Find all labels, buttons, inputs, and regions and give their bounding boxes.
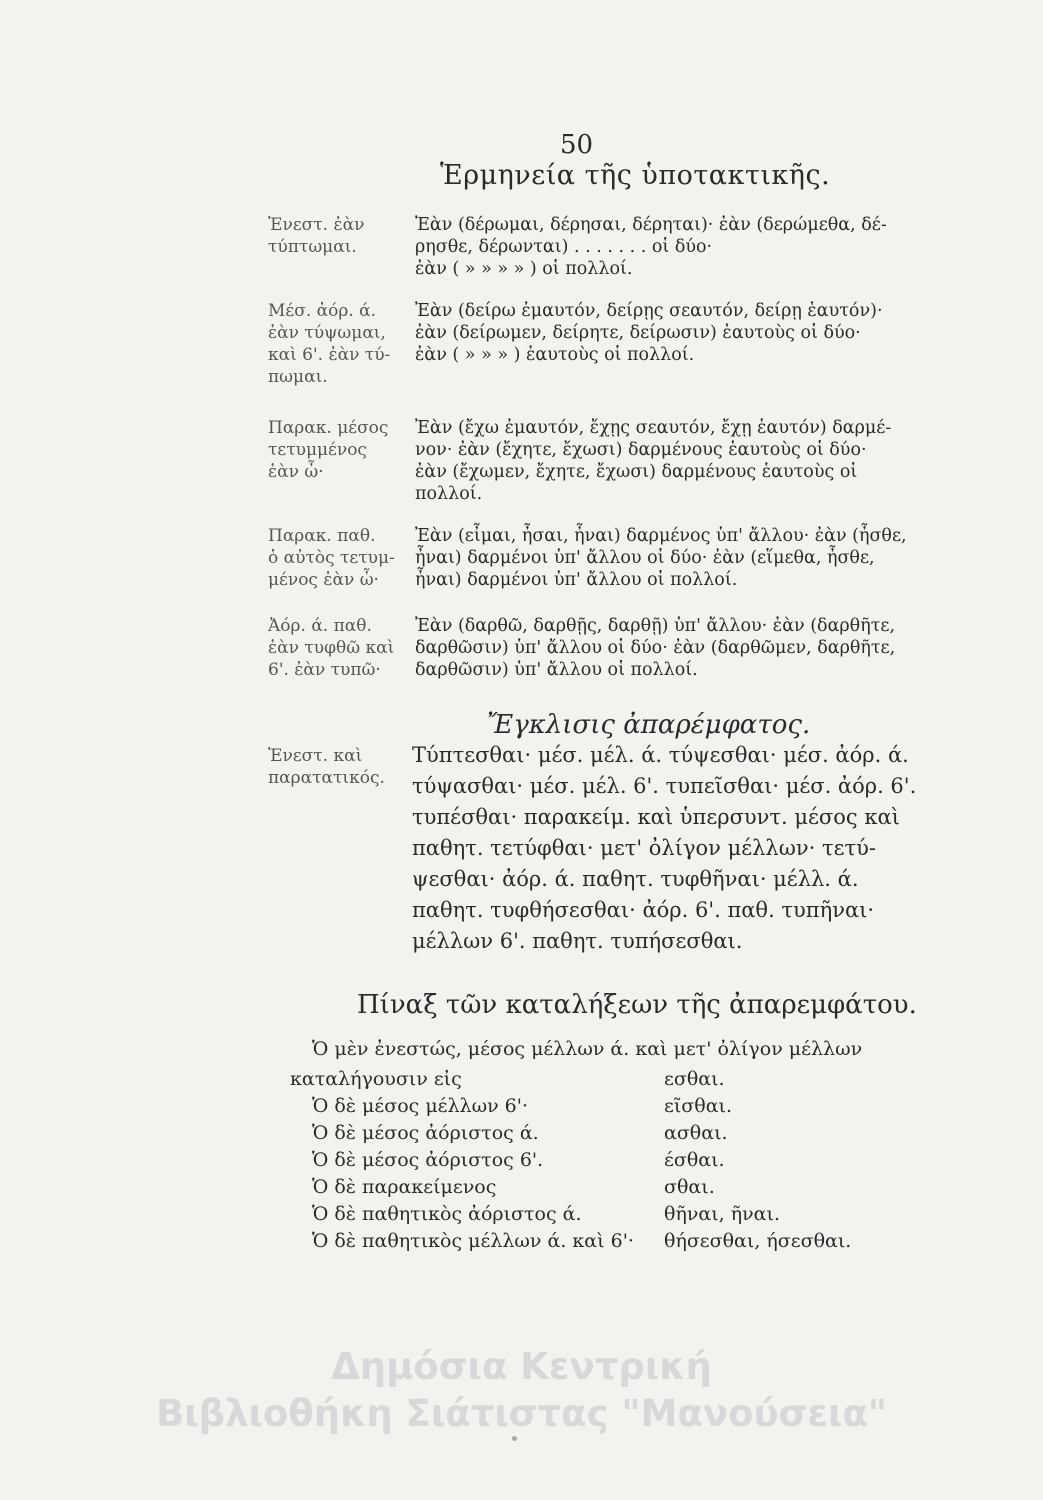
note-line: Ἐνεστ. καὶ (268, 746, 363, 766)
text-line: τύψασθαι· μέσ. μέλ. 6'. τυπεῖσθαι· μέσ. ἀόρ. 6'. (412, 774, 917, 798)
table-row (290, 1149, 940, 1176)
text-line: τυπέσθαι· παρακείμ. καὶ ὑπερσυντ. μέσος καὶ (412, 805, 900, 829)
note-line: καὶ 6'. ἐὰν τύ- (268, 345, 391, 365)
row-label: Ὁ δὲ μέσος ἀόριστος 6'. (312, 1149, 544, 1171)
row-label: καταλήγουσιν εἰς (290, 1068, 462, 1090)
note-line: Ἀόρ. ά. παθ. (268, 616, 372, 636)
text-line: Ἐὰν (δείρω ἐμαυτόν, δείρῃς σεαυτόν, δείρῃ ἑαυτόν)· (415, 301, 883, 321)
text-line: μέλλων 6'. παθητ. τυπήσεσθαι. (412, 929, 743, 953)
table-row (290, 1095, 940, 1122)
heading-subjunctive: Ἑρμηνεία τῆς ὑποτακτικῆς. (440, 160, 831, 191)
table-intro-text: Ὁ μὲν ἐνεστώς, μέσος μέλλων ά. καὶ μετ' ὀλίγον μέλλων (312, 1038, 863, 1060)
table-row (290, 1203, 940, 1230)
library-watermark-line2: Βιβλιοθήκη Σιάτιστας "Μανούσεια" (155, 1392, 888, 1435)
text-line: παθητ. τετύφθαι· μετ' ὀλίγον μέλλων· τετύ- (412, 836, 876, 860)
text-line: ψεσθαι· ἀόρ. ά. παθητ. τυφθῆναι· μέλλ. ά. (412, 867, 859, 891)
row-label: Ὁ δὲ μέσος μέλλων 6'· (312, 1095, 529, 1117)
margin-note (268, 214, 416, 258)
text-line: ἐὰν (δείρωμεν, δείρητε, δείρωσιν) ἑαυτοὺς οἱ δύο· (415, 323, 861, 343)
paragraph (415, 615, 935, 681)
note-line: Μέσ. ἀόρ. ά. (268, 301, 377, 321)
note-line: Ἐνεστ. ἐὰν (268, 215, 365, 235)
note-line: πωμαι. (268, 367, 328, 387)
endings-table (290, 1038, 940, 1257)
margin-note (268, 300, 416, 388)
row-ending: θῆναι, ῆναι. (664, 1203, 780, 1225)
note-line: παρατατικός. (268, 768, 385, 788)
row-ending: έσθαι. (664, 1149, 725, 1171)
note-line: Παρακ. παθ. (268, 526, 376, 546)
text-line: πολλοί. (415, 484, 483, 504)
margin-note (268, 525, 416, 591)
text-line: ἦναι) δαρμένοι ὑπ' ἄλλου οἱ πολλοί. (415, 570, 738, 590)
row-ending: εσθαι. (664, 1068, 725, 1090)
ink-spot (512, 1436, 517, 1441)
text-line: Ἐὰν (εἶμαι, ἦσαι, ἦναι) δαρμένος ὑπ' ἄλλου· ἐὰν (ἦσθε, (415, 526, 907, 546)
table-intro-line (290, 1038, 940, 1068)
text-line: ἦναι) δαρμένοι ὑπ' ἄλλου οἱ δύο· ἐὰν (εἵμεθα, ἦσθε, (415, 548, 875, 568)
table-row (290, 1176, 940, 1203)
row-label: Ὁ δὲ παρακείμενος (312, 1176, 497, 1198)
row-ending: εῖσθαι. (664, 1095, 733, 1117)
text-line: Ἐὰν (ἔχω ἐμαυτόν, ἔχῃς σεαυτόν, ἔχῃ ἑαυτόν) δαρμέ- (415, 418, 892, 438)
text-line: Τύπτεσθαι· μέσ. μέλ. ά. τύψεσθαι· μέσ. ἀόρ. ά. (412, 743, 909, 767)
row-label: Ὁ δὲ παθητικὸς ἀόριστος ά. (312, 1203, 582, 1225)
note-line: Παρακ. μέσος (268, 418, 389, 438)
text-line: Ἐὰν (δαρθῶ, δαρθῇς, δαρθῇ) ὑπ' ἄλλου· ἐὰν (δαρθῆτε, (415, 616, 896, 636)
margin-note (268, 615, 416, 681)
paragraph (415, 525, 935, 591)
note-line: μένος ἐὰν ὦ· (268, 570, 379, 590)
text-line: ἐὰν ( » » » ) ἑαυτοὺς οἱ πολλοί. (415, 345, 695, 365)
text-line: δαρθῶσιν) ὑπ' ἄλλου οἱ πολλοί. (415, 660, 698, 680)
paragraph (415, 300, 935, 366)
row-ending: θήσεσθαι, ήσεσθαι. (664, 1230, 852, 1252)
paragraph (415, 417, 935, 505)
heading-infinitive: Ἔγκλισις ἀπαρέμφατος. (487, 710, 811, 740)
text-line: ἐὰν ( » » » » ) οἱ πολλοί. (415, 259, 633, 279)
table-row (290, 1230, 940, 1257)
heading-table: Πίναξ τῶν καταλήξεων τῆς ἀπαρεμφάτου. (357, 990, 917, 1020)
row-ending: ασθαι. (664, 1122, 728, 1144)
row-ending: σθαι. (664, 1176, 715, 1198)
row-label: Ὁ δὲ παθητικὸς μέλλων ά. καὶ 6'· (312, 1230, 634, 1252)
table-row (290, 1122, 940, 1149)
text-line: δαρθῶσιν) ὑπ' ἄλλου οἱ δύο· ἐὰν (δαρθῶμεν, δαρθῆτε, (415, 638, 896, 658)
note-line: ἐὰν τύψωμαι, (268, 323, 386, 343)
table-row (290, 1068, 940, 1095)
note-line: τετυμμένος (268, 440, 367, 460)
note-line: ὁ αὐτὸς τετυμ- (268, 548, 395, 568)
text-line: Ἐὰν (δέρωμαι, δέρησαι, δέρηται)· ἐὰν (δερώμεθα, δέ- (415, 215, 887, 235)
paragraph (415, 214, 935, 280)
text-line: ἐὰν (ἔχωμεν, ἔχητε, ἔχωσι) δαρμένους ἑαυτοὺς οἱ (415, 462, 858, 482)
paragraph-infinitive (412, 740, 937, 957)
row-label: Ὁ δὲ μέσος ἀόριστος ά. (312, 1122, 539, 1144)
library-watermark-line1: Δημόσια Κεντρική (331, 1345, 712, 1388)
note-line: 6'. ἐὰν τυπῶ· (268, 660, 381, 680)
page-number: 50 (560, 130, 594, 160)
note-line: τύπτωμαι. (268, 237, 357, 257)
margin-note (268, 417, 416, 483)
text-line: ρησθε, δέρωνται) . . . . . . . οἱ δύο· (415, 237, 713, 257)
text-line: παθητ. τυφθήσεσθαι· ἀόρ. 6'. παθ. τυπῆναι· (412, 898, 875, 922)
note-line: ἐὰν τυφθῶ καὶ (268, 638, 395, 658)
margin-note (268, 745, 416, 789)
note-line: ἐὰν ὦ· (268, 462, 324, 482)
text-line: νον· ἐὰν (ἔχητε, ἔχωσι) δαρμένους ἑαυτοὺς οἱ δύο· (415, 440, 867, 460)
